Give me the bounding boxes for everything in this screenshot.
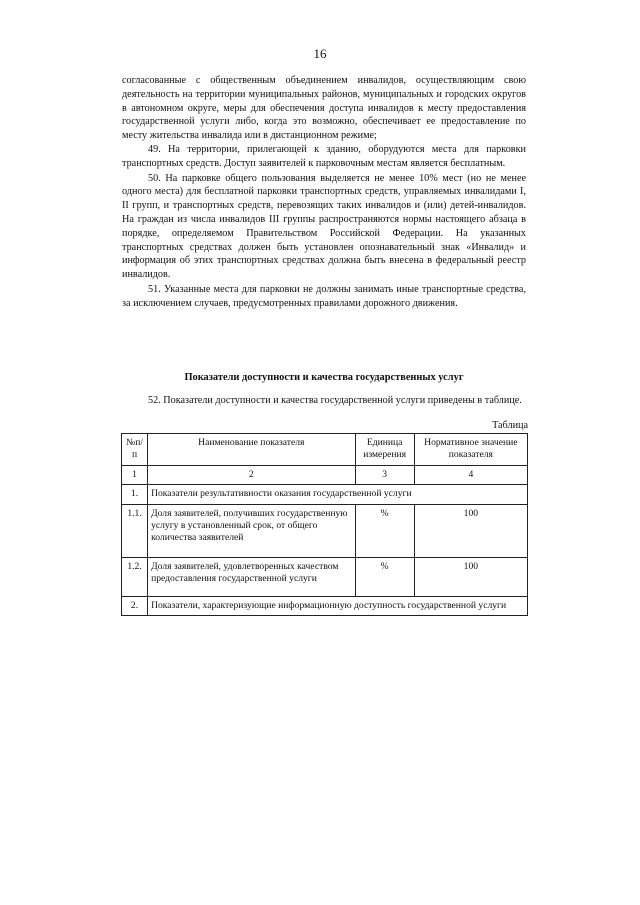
paragraph-52: 52. Показатели доступности и качества государственной услуги приведены в таблице.	[148, 395, 522, 406]
header-indicator-name: Наименование показателя	[148, 434, 356, 466]
indicators-table	[121, 433, 528, 616]
paragraph-49: 49. На территории, прилегающей к зданию, оборудуются места для парковки транспортных средств. Доступ заявителей к парковочным местам является бесплатным.	[122, 143, 526, 169]
index-cell: 2	[148, 465, 356, 484]
paragraph-51: 51. Указанные места для парковки не должны занимать иные транспортные средства, за исключением случаев, предусмотренных правилами дорожного движения.	[122, 283, 526, 309]
header-normative-value: Нормативное значение показателя	[414, 434, 527, 466]
paragraph-50: 50. На парковке общего пользования выделяется не менее 10% мест (но не менее одного места) для бесплатной парковки транспортных средств, управляемых инвалидами I, II групп, и транспортных средств, перевозящих таких инвалидов и (или) детей-инвалидов. На граждан из числа инвалидов III группы распространяются нормы настоящего абзаца в порядке, определяемом Правительством Российской Федерации. На указанных транспортных средствах должен быть установлен опознавательный знак «Инвалид» и информация об этих транспортных средствах должна быть внесена в федеральный реестр инвалидов.	[122, 172, 526, 281]
table-caption: Таблица	[492, 420, 528, 431]
row-number: 1.2.	[122, 557, 148, 596]
row-value: 100	[414, 504, 527, 557]
section-heading: Показатели доступности и качества государственных услуг	[184, 372, 464, 383]
row-unit: %	[355, 504, 414, 557]
index-cell: 1	[122, 465, 148, 484]
row-indicator-name: Доля заявителей, удовлетворенных качеством предоставления государственной услуги	[148, 557, 356, 596]
index-cell: 3	[355, 465, 414, 484]
index-cell: 4	[414, 465, 527, 484]
header-number: №п/п	[122, 434, 148, 466]
row-unit: %	[355, 557, 414, 596]
paragraph-continuation: согласованные с общественным объединением инвалидов, осуществляющим свою деятельность на территории муниципальных районов, муниципальных и городских округов в автономном округе, меры для обеспечения доступа инвалидов к месту предоставления государственной услуги либо, когда это возможно, обеспечивает ее предоставление по месту жительства инвалида или в дистанционном режиме;	[122, 75, 526, 142]
body-text	[122, 74, 526, 311]
table-row	[122, 485, 528, 504]
row-number: 1.	[122, 485, 148, 504]
row-number: 1.1.	[122, 504, 148, 557]
table-row	[122, 504, 528, 557]
row-value: 100	[414, 557, 527, 596]
table-row	[122, 596, 528, 615]
table-index-row	[122, 465, 528, 484]
row-group-title: Показатели результативности оказания государственной услуги	[148, 485, 528, 504]
row-indicator-name: Доля заявителей, получивших государственную услугу в установленный срок, от общего количества заявителей	[148, 504, 356, 557]
row-group-title: Показатели, характеризующие информационную доступность государственной услуги	[148, 596, 528, 615]
table-header-row	[122, 434, 528, 466]
table-row	[122, 557, 528, 596]
row-number: 2.	[122, 596, 148, 615]
header-unit: Единица измерения	[355, 434, 414, 466]
page-number: 16	[313, 46, 327, 61]
